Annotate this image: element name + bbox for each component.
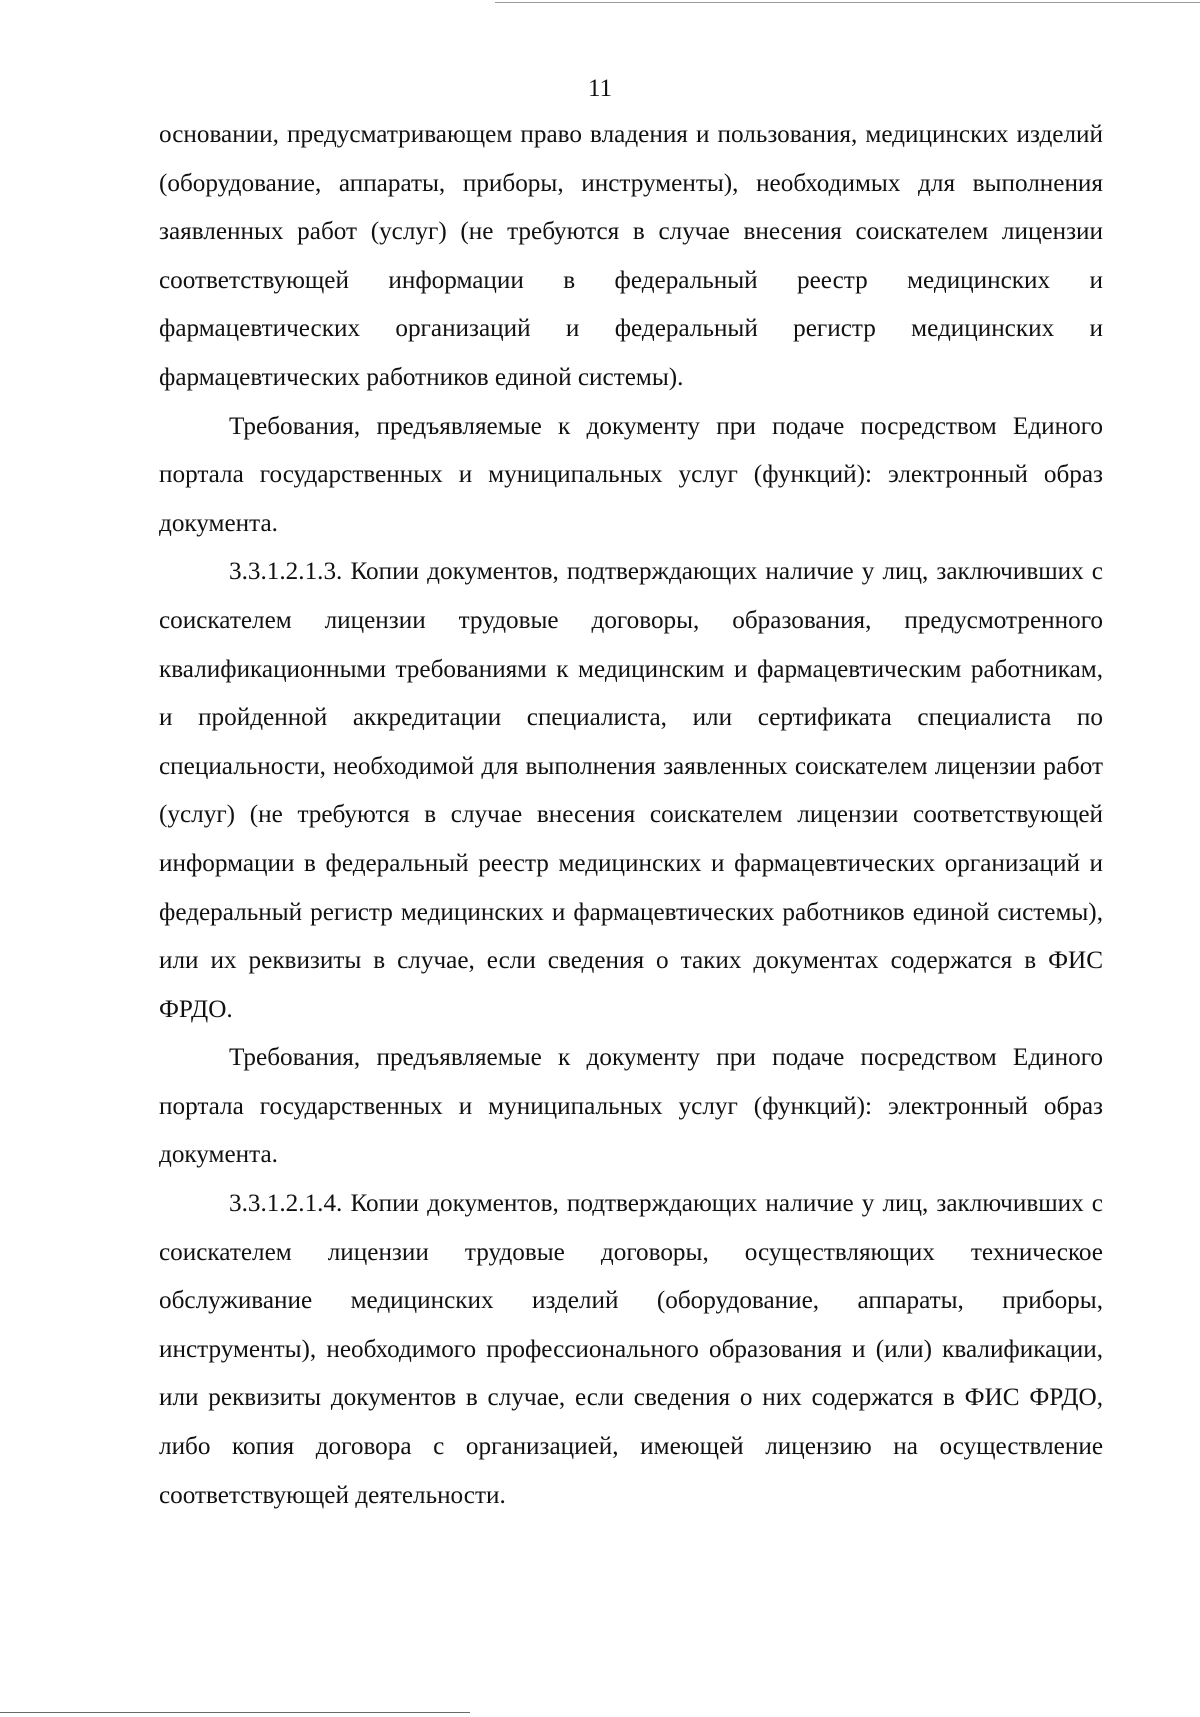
scan-edge-top bbox=[495, 2, 1200, 3]
paragraph-item-3-3-1-2-1-4: 3.3.1.2.1.4. Копии документов, подтверждающих наличие у лиц, заключивших с соискателем лицензии трудовые договоры, осуществляющих техническое обслуживание медицинских изделий (оборудование, аппараты, приборы, инструменты), необходимого профессионального образования и (или) квалификации, или реквизиты документов в случае, если сведения о них содержатся в ФИС ФРДО, либо копия договора с организацией, имеющей лицензию на осуществление соответствующей деятельности. bbox=[159, 1190, 1103, 1509]
paragraph-requirements-1: Требования, предъявляемые к документу при подаче посредством Единого портала государственных и муниципальных услуг (функций): электронный образ документа. bbox=[159, 412, 1103, 537]
document-body bbox=[159, 111, 1103, 1520]
paragraph-continuation: основании, предусматривающем право владения и пользования, медицинских изделий (оборудование, аппараты, приборы, инструменты), необходимых для выполнения заявленных работ (услуг) (не требуются в случае внесения соискателем лицензии соответствующей информации в федеральный реестр медицинских и фармацевтических организаций и федеральный регистр медицинских и фармацевтических работников единой системы). bbox=[159, 121, 1103, 391]
scan-edge-bottom bbox=[0, 1712, 470, 1713]
paragraph-requirements-2: Требования, предъявляемые к документу при подаче посредством Единого портала государственных и муниципальных услуг (функций): электронный образ документа. bbox=[159, 1044, 1103, 1169]
page-number: 11 bbox=[587, 75, 613, 102]
paragraph-item-3-3-1-2-1-3: 3.3.1.2.1.3. Копии документов, подтверждающих наличие у лиц, заключивших с соискателем лицензии трудовые договоры, образования, предусмотренного квалификационными требованиями к медицинским и фармацевтическим работникам, и пройденной аккредитации специалиста, или сертификата специалиста по специальности, необходимой для выполнения заявленных соискателем лицензии работ (услуг) (не требуются в случае внесения соискателем лицензии соответствующей информации в федеральный реестр медицинских и фармацевтических организаций и федеральный регистр медицинских и фармацевтических работников единой системы), или их реквизиты в случае, если сведения о таких документах содержатся в ФИС ФРДО. bbox=[159, 558, 1103, 1023]
